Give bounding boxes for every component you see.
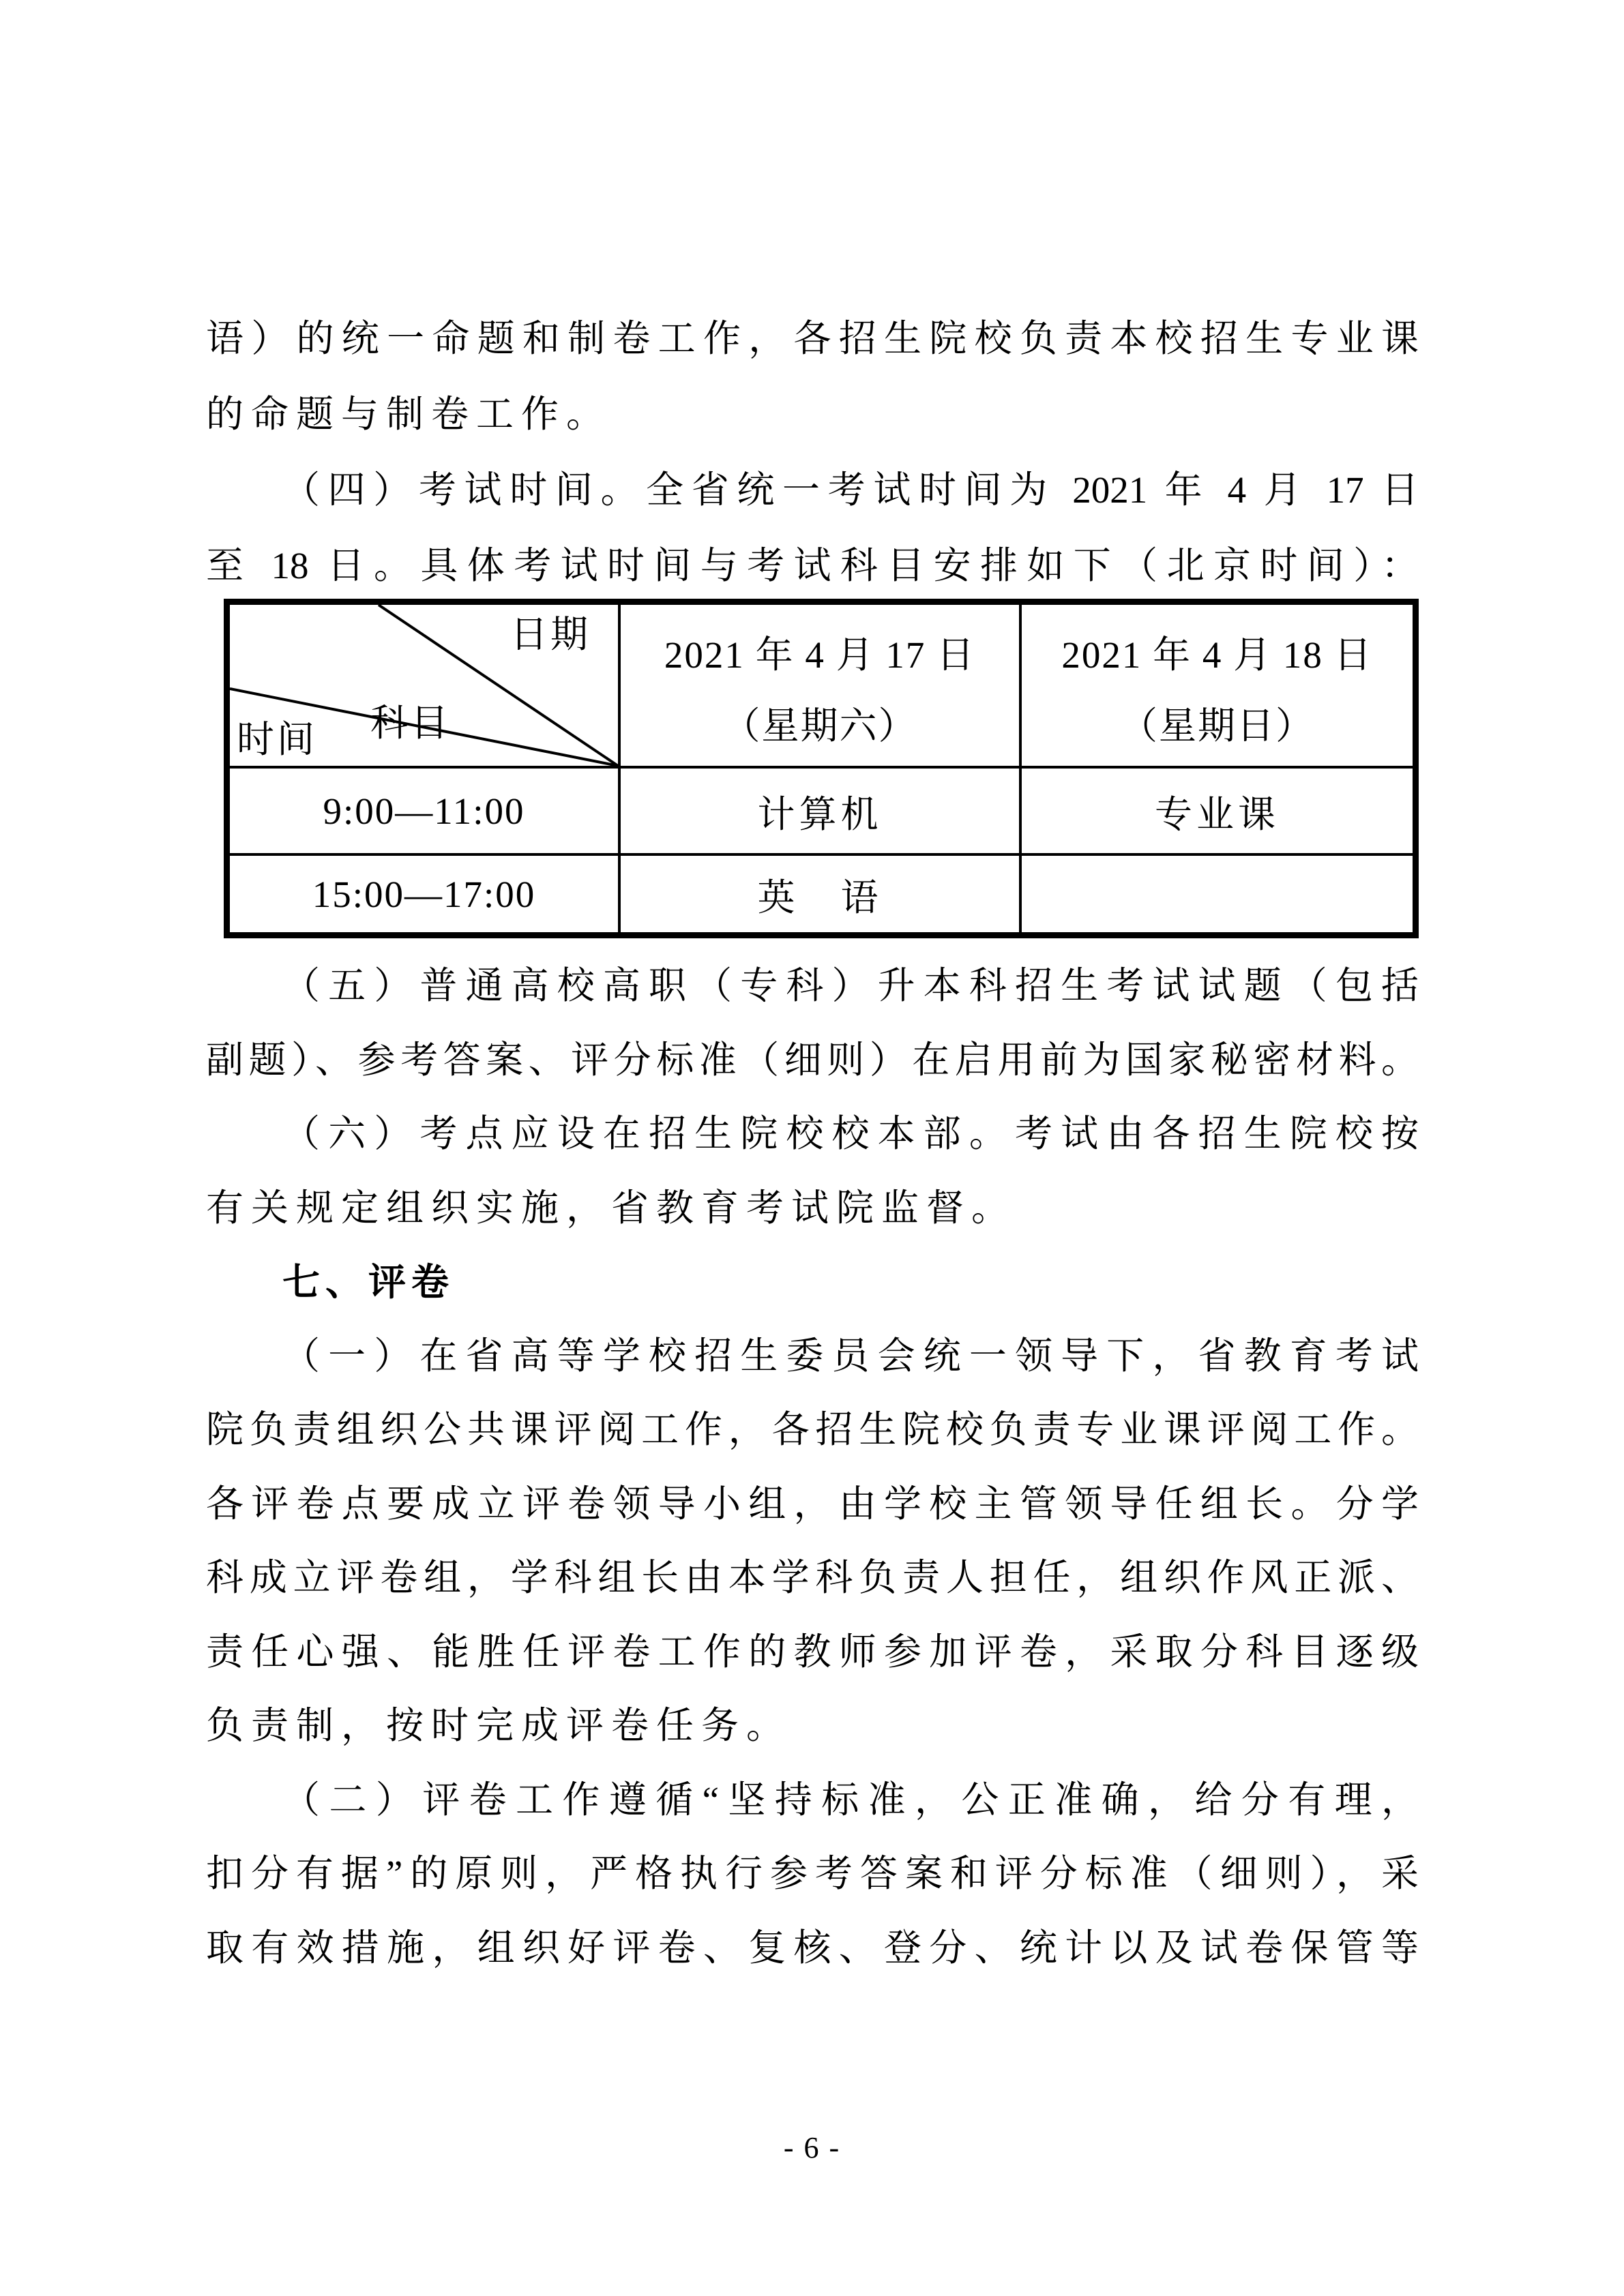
text-line: 语）的统一命题和制卷工作，各招生院校负责本校招生专业课 bbox=[206, 318, 1419, 359]
table-row2-day2-subject bbox=[1022, 856, 1413, 932]
corner-label-time: 时间 bbox=[237, 719, 318, 760]
table-header-day2 bbox=[1022, 605, 1413, 769]
text-line: 有关规定组织实施，省教育考试院监督。 bbox=[206, 1187, 1017, 1229]
text-line: 责任心强、能胜任评卷工作的教师参加评卷，采取分科目逐级 bbox=[206, 1630, 1419, 1673]
text-line: 的命题与制卷工作。 bbox=[206, 393, 612, 435]
table-row2-day1-subject: 英 语 bbox=[621, 856, 1022, 932]
day1-weekday: （星期六） bbox=[722, 705, 917, 747]
text-line: （四）考试时间。全省统一考试时间为 2021 年 4 月 17 日 bbox=[282, 469, 1419, 511]
text-line: 取有效措施，组织好评卷、复核、登分、统计以及试卷保管等 bbox=[206, 1926, 1419, 1969]
text-line: 至 18 日。具体考试时间与考试科目安排如下（北京时间）： bbox=[206, 545, 1419, 586]
text-line: 负责制，按时完成评卷任务。 bbox=[206, 1705, 792, 1746]
section-heading: 七、评卷 bbox=[282, 1261, 455, 1303]
text-line: （二）评卷工作遵循“坚持标准，公正准确，给分有理， bbox=[282, 1778, 1419, 1821]
text-line: 各评卷点要成立评卷领导小组，由学校主管领导任组长。分学 bbox=[206, 1482, 1419, 1525]
text-line: 副题）、参考答案、评分标准（细则）在启用前为国家秘密材料。 bbox=[206, 1039, 1419, 1081]
table-row2-time: 15:00—17:00 bbox=[230, 856, 621, 932]
text-line: （五）普通高校高职（专科）升本科招生考试试题（包括 bbox=[282, 965, 1419, 1007]
table-row1-time: 9:00—11:00 bbox=[230, 769, 621, 856]
exam-schedule-table bbox=[224, 599, 1419, 938]
text-line: 扣分有据”的原则，严格执行参考答案和评分标准（细则），采 bbox=[206, 1853, 1419, 1894]
table-row1-day2-subject: 专业课 bbox=[1022, 769, 1413, 856]
page-number: - 6 - bbox=[783, 2131, 841, 2164]
table-header-day1 bbox=[621, 605, 1022, 769]
corner-label-date: 日期 bbox=[510, 614, 591, 655]
day2-weekday: （星期日） bbox=[1119, 705, 1314, 747]
text-line: （一）在省高等学校招生委员会统一领导下，省教育考试 bbox=[282, 1335, 1419, 1377]
table-corner-cell bbox=[230, 605, 621, 769]
text-line: 院负责组织公共课评阅工作，各招生院校负责专业课评阅工作。 bbox=[206, 1409, 1419, 1450]
day1-date: 2021 年 4 月 17 日 bbox=[664, 634, 976, 676]
corner-label-subject: 科目 bbox=[370, 702, 452, 744]
text-line: 科成立评卷组，学科组长由本学科负责人担任，组织作风正派、 bbox=[206, 1557, 1419, 1598]
day2-date: 2021 年 4 月 18 日 bbox=[1061, 634, 1373, 676]
table-row1-day1-subject: 计算机 bbox=[621, 769, 1022, 856]
text-line: （六）考点应设在招生院校校本部。考试由各招生院校按 bbox=[282, 1113, 1419, 1154]
